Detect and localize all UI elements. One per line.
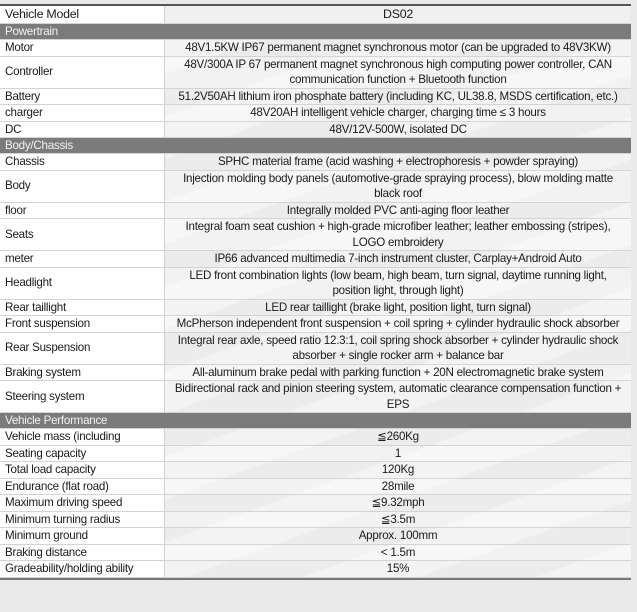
spec-row: [0, 170, 631, 202]
spec-value: 48V20AH intelligent vehicle charger, charging time ≤ 3 hours: [165, 105, 632, 122]
spec-row: [0, 56, 631, 88]
spec-label: Braking distance: [0, 544, 165, 561]
spec-value: McPherson independent front suspension + coil spring + cylinder hydraulic shock absorber: [165, 316, 632, 333]
spec-row: [0, 202, 631, 219]
spec-label: Seating capacity: [0, 445, 165, 462]
spec-label: charger: [0, 105, 165, 122]
spec-table: [0, 6, 631, 578]
spec-value: IP66 advanced multimedia 7-inch instrument cluster, Carplay+Android Auto: [165, 251, 632, 268]
spec-label: floor: [0, 202, 165, 219]
spec-label: Endurance (flat road): [0, 478, 165, 495]
spec-row: [0, 154, 631, 171]
section-header: [0, 413, 631, 429]
spec-value: 120Kg: [165, 462, 632, 479]
spec-value: < 1.5m: [165, 544, 632, 561]
spec-value: Approx. 100mm: [165, 528, 632, 545]
spec-row: [0, 299, 631, 316]
spec-value: LED rear taillight (brake light, position light, turn signal): [165, 299, 632, 316]
spec-row: [0, 332, 631, 364]
section-title: Powertrain: [0, 24, 631, 40]
spec-row: [0, 429, 631, 446]
spec-value: Integral foam seat cushion + high-grade microfiber leather; leather embossing (stripes), LOGO embroidery: [165, 219, 632, 251]
spec-value: ≦3.5m: [165, 511, 632, 528]
spec-label: Controller: [0, 56, 165, 88]
spec-row: [0, 495, 631, 512]
spec-value: 1: [165, 445, 632, 462]
spec-row: [0, 364, 631, 381]
spec-value: 48V1.5KW IP67 permanent magnet synchronous motor (can be upgraded to 48V3KW): [165, 40, 632, 57]
vehicle-model-label: Vehicle Model: [0, 6, 165, 24]
spec-value: SPHC material frame (acid washing + electrophoresis + powder spraying): [165, 154, 632, 171]
spec-label: Total load capacity: [0, 462, 165, 479]
spec-row: [0, 462, 631, 479]
spec-label: Seats: [0, 219, 165, 251]
spec-row: [0, 478, 631, 495]
spec-value: Integral rear axle, speed ratio 12.3:1, coil spring shock absorber + cylinder hydraulic shock absorber + single rocker arm + balance bar: [165, 332, 632, 364]
vehicle-model-row: [0, 6, 631, 24]
spec-value: 15%: [165, 561, 632, 578]
spec-label: Gradeability/holding ability: [0, 561, 165, 578]
spec-row: [0, 511, 631, 528]
spec-label: Maximum driving speed: [0, 495, 165, 512]
spec-value: LED front combination lights (low beam, high beam, turn signal, daytime running light, position light, through light): [165, 267, 632, 299]
vehicle-model-value: DS02: [165, 6, 632, 24]
spec-value: Injection molding body panels (automotive-grade spraying process), blow molding matte black roof: [165, 170, 632, 202]
spec-row: [0, 121, 631, 138]
spec-label: Rear Suspension: [0, 332, 165, 364]
spec-row: [0, 251, 631, 268]
spec-value: 48V/300A IP 67 permanent magnet synchronous high computing power controller, CAN communication function + Bluetooth function: [165, 56, 632, 88]
spec-value: ≦260Kg: [165, 429, 632, 446]
spec-label: Front suspension: [0, 316, 165, 333]
spec-row: [0, 445, 631, 462]
spec-value: Bidirectional rack and pinion steering system, automatic clearance compensation function + EPS: [165, 381, 632, 413]
spec-row: [0, 528, 631, 545]
spec-value: 51.2V50AH lithium iron phosphate battery (including KC, UL38.8, MSDS certification, etc.): [165, 88, 632, 105]
spec-value: 48V/12V-500W, isolated DC: [165, 121, 632, 138]
section-header: [0, 138, 631, 154]
spec-label: meter: [0, 251, 165, 268]
spec-label: Steering system: [0, 381, 165, 413]
spec-value: Integrally molded PVC anti-aging floor leather: [165, 202, 632, 219]
section-title: Vehicle Performance: [0, 413, 631, 429]
spec-row: [0, 40, 631, 57]
spec-label: Battery: [0, 88, 165, 105]
spec-row: [0, 316, 631, 333]
spec-row: [0, 267, 631, 299]
spec-row: [0, 105, 631, 122]
spec-label: Minimum turning radius: [0, 511, 165, 528]
spec-label: Motor: [0, 40, 165, 57]
spec-row: [0, 544, 631, 561]
spec-value: All-aluminum brake pedal with parking function + 20N electromagnetic brake system: [165, 364, 632, 381]
spec-label: Minimum ground: [0, 528, 165, 545]
section-title: Body/Chassis: [0, 138, 631, 154]
spec-label: DC: [0, 121, 165, 138]
spec-label: Vehicle mass (including: [0, 429, 165, 446]
spec-table-container: [0, 4, 631, 580]
spec-label: Headlight: [0, 267, 165, 299]
spec-value: ≦9.32mph: [165, 495, 632, 512]
spec-label: Chassis: [0, 154, 165, 171]
spec-label: Braking system: [0, 364, 165, 381]
spec-row: [0, 88, 631, 105]
spec-value: 28mile: [165, 478, 632, 495]
section-header: [0, 24, 631, 40]
spec-row: [0, 381, 631, 413]
spec-row: [0, 219, 631, 251]
spec-row: [0, 561, 631, 578]
spec-label: Rear taillight: [0, 299, 165, 316]
spec-label: Body: [0, 170, 165, 202]
